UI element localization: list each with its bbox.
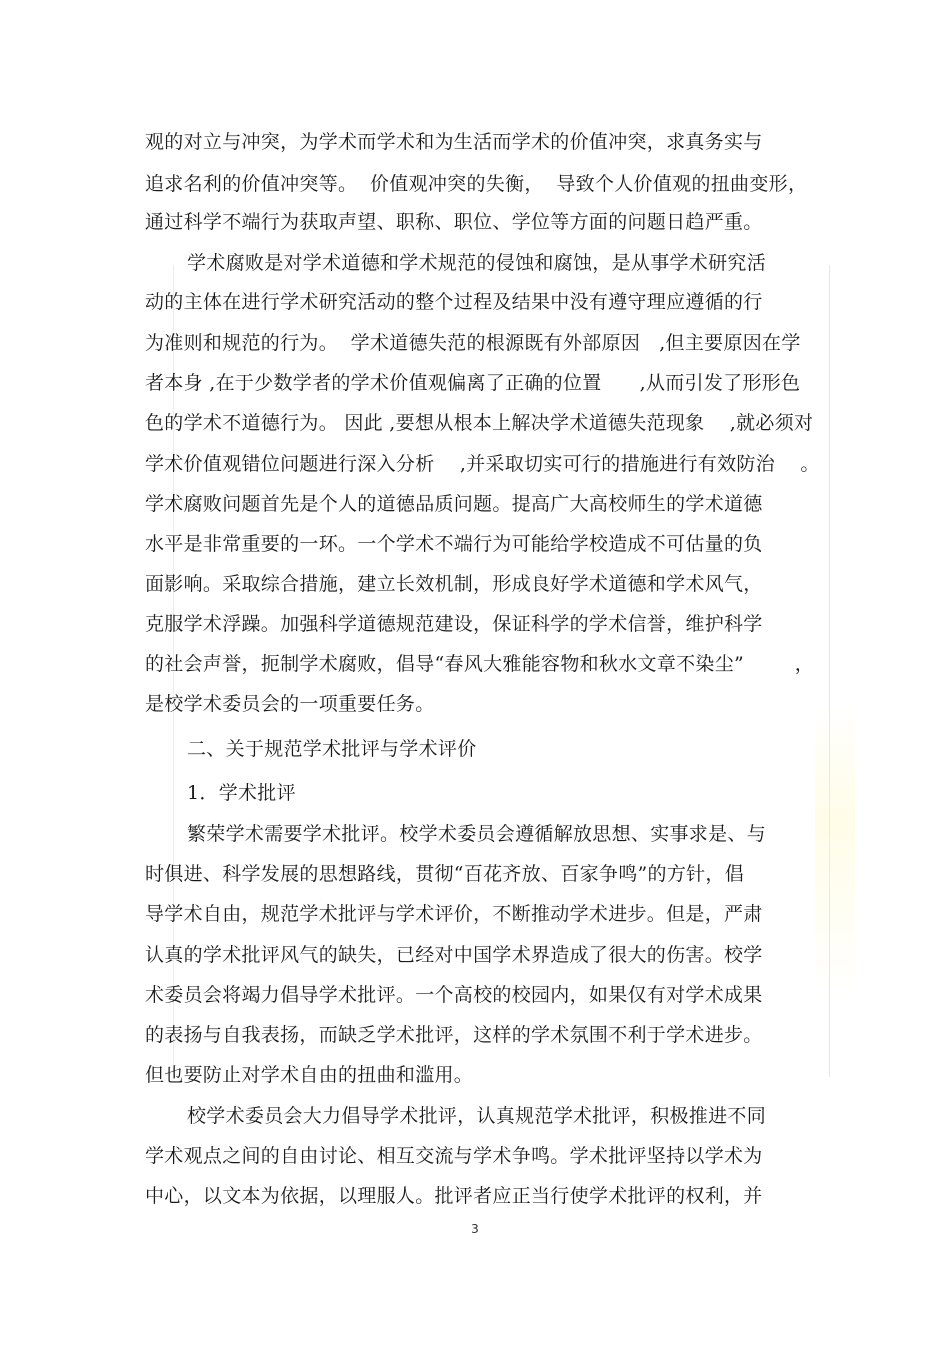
subsection-heading: 1．学术批评 bbox=[187, 782, 296, 804]
text-line-12: 面影响。采取综合措施，建立长效机制，形成良好学术道德和学术风气， bbox=[145, 573, 763, 595]
text-line-15: 是校学术委员会的一项重要任务。 bbox=[145, 693, 435, 715]
text-line-17: 时俱进、科学发展的思想路线，贯彻“百花齐放、百家争鸣”的方针，倡 bbox=[145, 863, 745, 885]
text-line-16: 繁荣学术需要学术批评。校学术委员会遵循解放思想、实事求是、与 bbox=[187, 823, 767, 845]
text-line-4: 学术腐败是对学术道德和学术规范的侵蚀和腐蚀，是从事学术研究活 bbox=[187, 252, 767, 274]
text-line-5: 动的主体在进行学术研究活动的整个过程及结果中没有遵守理应遵循的行 bbox=[145, 291, 763, 313]
text-line-13: 克服学术浮躁。加强科学道德规范建设，保证科学的学术信誉，维护科学 bbox=[145, 613, 763, 635]
text-line-22: 但也要防止对学术自由的扭曲和滥用。 bbox=[145, 1064, 474, 1086]
text-line-7: 者本身 ,在于少数学者的学术价值观偏离了正确的位置 ,从而引发了形形色 bbox=[145, 372, 801, 394]
text-line-11: 水平是非常重要的一环。一个学术不端行为可能给学校造成不可估量的负 bbox=[145, 533, 763, 555]
text-line-19: 认真的学术批评风气的缺失，已经对中国学术界造成了很大的伤害。校学 bbox=[145, 944, 763, 966]
text-line-23: 校学术委员会大力倡导学术批评，认真规范学术批评，积极推进不同 bbox=[187, 1105, 767, 1127]
text-line-2: 追求名利的价值冲突等。 价值观冲突的失衡， 导致个人价值观的扭曲变形， bbox=[145, 173, 808, 195]
text-line-21: 的表扬与自我表扬，而缺乏学术批评，这样的学术氛围不利于学术进步。 bbox=[145, 1024, 763, 1046]
text-line-8: 色的学术不道德行为。 因此 ,要想从根本上解决学术道德失范现象 ,就必须对 bbox=[145, 412, 814, 434]
text-line-25: 中心，以文本为依据，以理服人。批评者应正当行使学术批评的权利，并 bbox=[145, 1185, 763, 1207]
text-line-1: 观的对立与冲突，为学术而学术和为生活而学术的价值冲突，求真务实与 bbox=[145, 131, 763, 153]
text-line-9: 学术价值观错位问题进行深入分析 ,并采取切实可行的措施进行有效防治 。 bbox=[145, 453, 820, 475]
page-number: 3 bbox=[471, 1222, 479, 1236]
text-line-24: 学术观点之间的自由讨论、相互交流与学术争鸣。学术批评坚持以学术为 bbox=[145, 1145, 763, 1167]
text-line-20: 术委员会将竭力倡导学术批评。一个高校的校园内，如果仅有对学术成果 bbox=[145, 984, 763, 1006]
text-line-10: 学术腐败问题首先是个人的道德品质问题。提高广大高校师生的学术道德 bbox=[145, 493, 763, 515]
watermark bbox=[815, 700, 855, 1000]
text-line-14: 的社会声誉，扼制学术腐败，倡导“春风大雅能容物和秋水文章不染尘” ， bbox=[145, 653, 815, 675]
text-line-3: 通过科学不端行为获取声望、职称、职位、学位等方面的问题日趋严重。 bbox=[145, 211, 763, 233]
section-heading: 二、关于规范学术批评与学术评价 bbox=[187, 738, 477, 760]
text-line-18: 导学术自由，规范学术批评与学术评价，不断推动学术进步。但是，严肃 bbox=[145, 903, 763, 925]
text-line-6: 为准则和规范的行为。 学术道德失范的根源既有外部原因 ,但主要原因在学 bbox=[145, 332, 801, 354]
